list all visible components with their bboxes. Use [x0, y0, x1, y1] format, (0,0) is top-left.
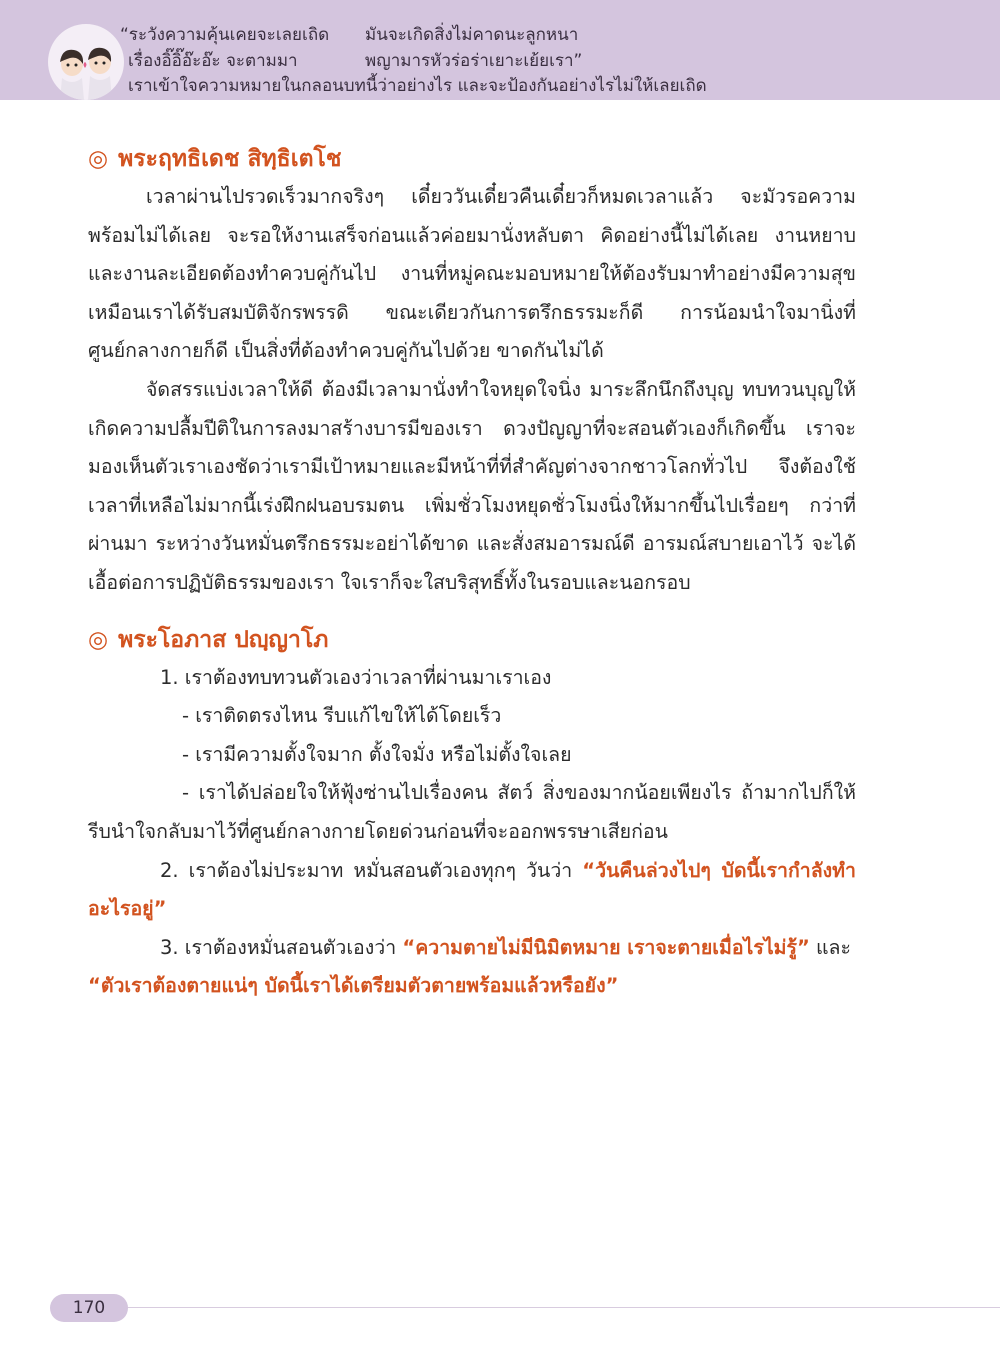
section1-paragraph-1: เวลาผ่านไปรวดเร็วมากจริงๆ เดี๋ยววันเดี๋ยวคืนเดี๋ยวก็หมดเวลาแล้ว จะมัวรอความพร้อมไม่ได้เลย จะรอให้งานเสร็จก่อนแล้วค่อยมานั่งหลับตา คิดอย่างนี้ไม่ได้เลย งานหยาบและงานละเอียดต้องทำควบคู่กันไป งานที่หมู่คณะมอบหมายให้ต้องรับมาทำอย่างมีความสุข เหมือนเราได้รับสมบัติจักรพรรดิ ขณะเดียวกันการตรึกธรรมะก็ดี การน้อมนำใจมานิ่งที่ศูนย์กลางกายก็ดี เป็นสิ่งที่ต้องทำควบคู่กันไปด้วย ขาดกันไม่ได้ [88, 185, 856, 363]
header-verse-line2a: เรื่องอิ๊อิ๊อ๊ะอ๊ะ จะตามมา [128, 51, 298, 71]
header-verse-line1a: “ระวังความคุ้นเคยจะเลยเถิด [120, 25, 330, 45]
sub-item-1: - เราติดตรงไหน รีบแก้ไขให้ได้โดยเร็ว [182, 704, 502, 728]
list-item-2-text: 2. เราต้องไม่ประมาท หมั่นสอนตัวเองทุกๆ วันว่า [160, 858, 583, 882]
target-bullet-icon: ◎ [88, 146, 109, 172]
footer-divider [118, 1307, 1000, 1308]
list-item-2-quote: “วันคืนล่วงไปๆ บัดนี้เรากำลังทำอะไรอยู่” [88, 858, 856, 921]
main-content [88, 140, 856, 1006]
section-title-2-text: พระโอภาส ปญฺญาโภ [118, 626, 329, 653]
list-item-3-quote-1: “ความตายไม่มีนิมิตหมาย เราจะตายเมื่อไรไม่รู้” [402, 935, 810, 959]
sub-item-3: - เราได้ปล่อยใจให้ฟุ้งซ่านไปเรื่องคน สัตว์ สิ่งของมากน้อยเพียงไร ถ้ามากไปก็ให้รีบนำใจกลับมาไว้ที่ศูนย์กลางกายโดยด่วนก่อนที่จะออกพรรษาเสียก่อน [88, 781, 856, 843]
header-verse-line2b: พญามารหัวร่อร่าเยาะเย้ยเรา” [365, 51, 583, 71]
list-item-3-quote-2: “ตัวเราต้องตายแน่ๆ บัดนี้เราได้เตรียมตัวตายพร้อมแล้วหรือยัง” [88, 974, 619, 998]
list-item-3-and: และ [809, 935, 851, 959]
list-item-3 [88, 929, 856, 1006]
target-bullet-icon: ◎ [88, 626, 109, 653]
section-title-1-text: พระฤทธิเดช สิทฺธิเตโช [118, 146, 342, 172]
header-verse-line1b: มันจะเกิดสิ่งไม่คาดนะลูกหนา [365, 25, 579, 45]
header-illustration [48, 24, 124, 100]
section-title-1 [88, 140, 856, 178]
list-item-1: 1. เราต้องทบทวนตัวเองว่าเวลาที่ผ่านมาเราเอง [160, 665, 552, 689]
list-item-2 [88, 852, 856, 929]
header-question: เราเข้าใจความหมายในกลอนบทนี้ว่าอย่างไร และจะป้องกันอย่างไรไม่ให้เลยเถิด [128, 76, 707, 96]
page-number: 170 [50, 1294, 128, 1322]
list-item-3-text: 3. เราต้องหมั่นสอนตัวเองว่า [160, 935, 403, 959]
section-title-2 [88, 621, 856, 659]
section1-paragraph-2: จัดสรรแบ่งเวลาให้ดี ต้องมีเวลามานั่งทำใจหยุดใจนิ่ง มาระลึกนึกถึงบุญ ทบทวนบุญให้เกิดความปลื้มปีติในการลงมาสร้างบารมีของเรา ดวงปัญญาที่จะสอนตัวเองก็เกิดขึ้น เราจะมองเห็นตัวเราเองชัดว่าเรามีเป้าหมายและมีหน้าที่ที่สำคัญต่างจากชาวโลกทั่วไป จึงต้องใช้เวลาที่เหลือไม่มากนี้เร่งฝึกฝนอบรมตน เพิ่มชั่วโมงหยุดชั่วโมงนิ่งให้มากขึ้นไปเรื่อยๆ กว่าที่ผ่านมา ระหว่างวันหมั่นตรึกธรรมะอย่าได้ขาด และสั่งสมอารมณ์ดี อารมณ์สบายเอาไว้ จะได้เอื้อต่อการปฏิบัติธรรมของเรา ใจเราก็จะใสบริสุทธิ์ทั้งในรอบและนอกรอบ [88, 377, 856, 594]
sub-item-2: - เรามีความตั้งใจมาก ตั้งใจมั่ง หรือไม่ตั้งใจเลย [182, 742, 572, 766]
header-banner [0, 0, 1000, 100]
two-children-icon [48, 24, 124, 100]
